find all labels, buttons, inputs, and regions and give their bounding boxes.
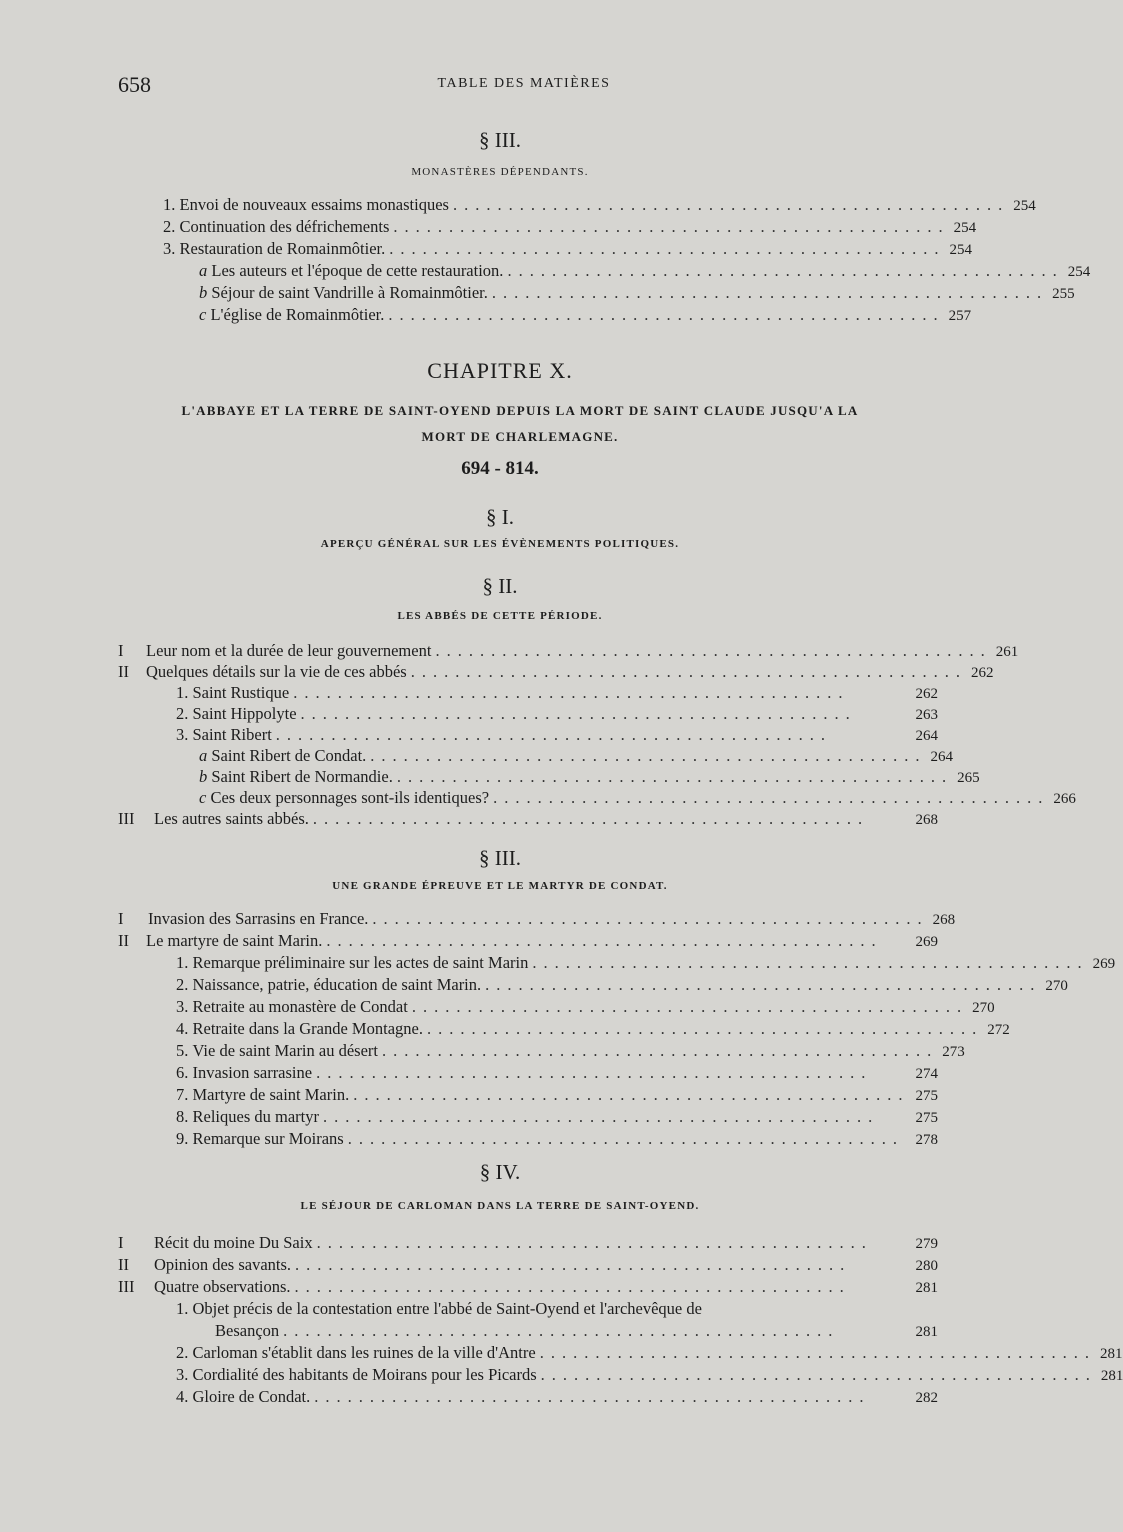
toc-entry bbox=[199, 766, 980, 788]
toc-number: III bbox=[118, 809, 135, 828]
section-mark: § III. bbox=[479, 128, 521, 152]
toc-label: Retraite dans la Grande Montagne. bbox=[192, 1019, 423, 1038]
toc-number: I bbox=[118, 909, 124, 928]
toc-page-number: 278 bbox=[915, 1132, 938, 1148]
toc-entry bbox=[163, 194, 1036, 216]
toc-label: Saint Ribert de Condat. bbox=[211, 746, 367, 765]
toc-letter: c bbox=[199, 305, 207, 324]
toc-label: Saint Ribert bbox=[192, 725, 272, 744]
toc-label: Envoi de nouveaux essaims monastiques bbox=[179, 195, 449, 214]
toc-entry bbox=[176, 1040, 965, 1062]
toc-label: L'église de Romainmôtier. bbox=[210, 305, 385, 324]
toc-label: Saint Rustique bbox=[192, 683, 290, 702]
leader-dots: .................................................. bbox=[283, 1321, 840, 1340]
leader-dots: .................................................. bbox=[316, 1233, 873, 1252]
toc-entry bbox=[118, 808, 938, 830]
toc-page-number: 274 bbox=[915, 1066, 938, 1082]
toc-entry bbox=[176, 724, 938, 746]
toc-entry bbox=[118, 908, 956, 930]
section-title: LES ABBÉS DE CETTE PÉRIODE. bbox=[397, 610, 603, 622]
leader-dots: .................................................. bbox=[539, 1343, 1096, 1362]
leader-dots: .................................................. bbox=[426, 1019, 984, 1038]
toc-page-number: 275 bbox=[915, 1110, 938, 1126]
toc-entry bbox=[118, 640, 1019, 662]
toc-page-number: 262 bbox=[915, 686, 938, 702]
toc-entry bbox=[176, 952, 1116, 974]
toc-number: 1. bbox=[176, 683, 189, 702]
toc-entry bbox=[118, 1254, 938, 1276]
leader-dots: .................................................. bbox=[435, 641, 992, 660]
section-title: UNE GRANDE ÉPREUVE ET LE MARTYR DE CONDAT. bbox=[332, 880, 668, 892]
leader-dots: .................................................. bbox=[493, 788, 1050, 807]
toc-entry bbox=[176, 1106, 938, 1128]
leader-dots: .................................................. bbox=[326, 931, 883, 950]
toc-entry bbox=[176, 1084, 938, 1106]
toc-label: Opinion des savants. bbox=[154, 1255, 292, 1274]
toc-label: Retraite au monastère de Condat bbox=[192, 997, 408, 1016]
running-title: TABLE DES MATIÈRES bbox=[437, 76, 611, 91]
leader-dots: .................................................. bbox=[295, 1255, 852, 1274]
toc-page-number: 254 bbox=[1013, 198, 1036, 214]
toc-page-number: 254 bbox=[953, 220, 977, 236]
toc-label: Quatre observations. bbox=[154, 1277, 291, 1296]
chapter-subtitle bbox=[120, 398, 920, 450]
leader-dots: .................................................. bbox=[275, 725, 833, 744]
toc-number: 4. bbox=[176, 1019, 189, 1038]
leader-dots: .................................................. bbox=[322, 1107, 880, 1126]
page-number: 658 bbox=[118, 72, 151, 97]
toc-entry bbox=[199, 304, 972, 326]
leader-dots: .................................................. bbox=[316, 1063, 873, 1082]
toc-number: 2. bbox=[176, 1343, 189, 1362]
toc-number: I bbox=[118, 641, 124, 660]
section-title: MONASTÈRES DÉPENDANTS. bbox=[411, 166, 589, 178]
toc-page-number: 268 bbox=[915, 812, 938, 828]
toc-label: Invasion des Sarrasins en France. bbox=[148, 909, 369, 928]
toc-letter: b bbox=[199, 767, 208, 786]
toc-page-number: 281 bbox=[915, 1324, 938, 1340]
chapter-dates: 694 - 814. bbox=[461, 458, 539, 479]
toc-entry bbox=[176, 996, 995, 1018]
toc-label: Objet précis de la contestation entre l'abbé de Saint-Oyend et l'archevêque de bbox=[192, 1299, 702, 1318]
toc-label: Les auteurs et l'époque de cette restauration. bbox=[211, 261, 504, 280]
toc-letter: a bbox=[199, 261, 208, 280]
toc-page-number: 269 bbox=[915, 934, 938, 950]
toc-entry bbox=[118, 661, 994, 683]
toc-letter: c bbox=[199, 788, 207, 807]
toc-page-number: 281 bbox=[1099, 1346, 1123, 1362]
toc-entry bbox=[176, 1298, 938, 1320]
toc-entry bbox=[176, 1018, 1010, 1040]
toc-page-number: 266 bbox=[1053, 791, 1076, 807]
toc-label: Besançon bbox=[215, 1321, 280, 1340]
toc-letter: b bbox=[199, 283, 208, 302]
toc-entry bbox=[118, 930, 938, 952]
chapter-title: CHAPITRE X. bbox=[427, 358, 573, 383]
toc-number: 5. bbox=[176, 1041, 189, 1060]
toc-label: Naissance, patrie, éducation de saint Marin. bbox=[192, 975, 482, 994]
toc-page-number: 282 bbox=[915, 1390, 938, 1406]
chapter-subtitle-line: L'ABBAYE ET LA TERRE DE SAINT-OYEND DEPUIS LA MORT DE SAINT CLAUDE JUSQU'A LA bbox=[181, 403, 859, 418]
toc-page-number: 275 bbox=[915, 1088, 938, 1104]
toc-entry bbox=[118, 1276, 938, 1298]
toc-label: Remarque sur Moirans bbox=[192, 1129, 344, 1148]
leader-dots: .................................................. bbox=[485, 975, 1042, 994]
toc-number: 7. bbox=[176, 1085, 189, 1104]
toc-number: 1. bbox=[176, 1299, 189, 1318]
toc-entry bbox=[163, 238, 973, 260]
toc-page-number: 270 bbox=[972, 1000, 995, 1016]
toc-number: 1. bbox=[176, 953, 189, 972]
leader-dots: .................................................. bbox=[388, 305, 945, 324]
toc-label: Carloman s'établit dans les ruines de la ville d'Antre bbox=[192, 1343, 536, 1362]
running-head bbox=[118, 72, 930, 100]
toc-number: 2. bbox=[176, 704, 189, 723]
toc-page-number: 262 bbox=[970, 665, 994, 681]
toc-page-number: 272 bbox=[987, 1022, 1010, 1038]
toc-page-number: 281 bbox=[1100, 1368, 1123, 1384]
leader-dots: .................................................. bbox=[370, 746, 927, 765]
toc-label: Restauration de Romainmôtier. bbox=[179, 239, 386, 258]
toc-page-number: 263 bbox=[915, 707, 938, 723]
toc-number: 3. bbox=[163, 239, 176, 258]
toc-label: Cordialité des habitants de Moirans pour les Picards bbox=[192, 1365, 537, 1384]
toc-number: 8. bbox=[176, 1107, 189, 1126]
toc-label: Quelques détails sur la vie de ces abbés bbox=[146, 662, 407, 681]
leader-dots: .................................................. bbox=[491, 283, 1049, 302]
toc-entry bbox=[176, 1128, 938, 1150]
toc-entry bbox=[176, 974, 1068, 996]
toc-number: 4. bbox=[176, 1387, 189, 1406]
toc-entry bbox=[163, 216, 977, 238]
leader-dots: .................................................. bbox=[393, 217, 950, 236]
toc-number: 2. bbox=[176, 975, 189, 994]
section-mark: § IV. bbox=[479, 1160, 521, 1184]
toc-page-number: 254 bbox=[1067, 264, 1091, 280]
leader-dots: .................................................. bbox=[312, 809, 870, 828]
toc-entry bbox=[176, 1364, 1123, 1386]
leader-dots: .................................................. bbox=[411, 997, 969, 1016]
toc-page-number: 264 bbox=[915, 728, 938, 744]
toc-page-number: 261 bbox=[995, 644, 1019, 660]
toc-page-number: 254 bbox=[949, 242, 973, 258]
toc-entry bbox=[199, 745, 954, 767]
toc-entry bbox=[199, 282, 1075, 304]
toc-label: Récit du moine Du Saix bbox=[154, 1233, 313, 1252]
toc-page-number: 255 bbox=[1052, 286, 1075, 302]
section-mark: § I. bbox=[486, 505, 514, 529]
toc-entry bbox=[199, 787, 1076, 809]
toc-page-number: 281 bbox=[915, 1280, 938, 1296]
toc-entry bbox=[199, 260, 1091, 282]
toc-page-number: 279 bbox=[915, 1236, 938, 1252]
toc-entry bbox=[176, 703, 938, 725]
toc-label: Invasion sarrasine bbox=[192, 1063, 313, 1082]
toc-entry bbox=[118, 1232, 938, 1254]
toc-page-number: 273 bbox=[942, 1044, 965, 1060]
toc-number: 3. bbox=[176, 997, 189, 1016]
toc-page-number: 268 bbox=[932, 912, 956, 928]
leader-dots: .................................................. bbox=[294, 1277, 851, 1296]
toc-number: II bbox=[118, 662, 129, 681]
section-mark: § III. bbox=[479, 846, 521, 870]
toc-number: III bbox=[118, 1277, 135, 1296]
toc-number: I bbox=[118, 1233, 124, 1252]
toc-entry bbox=[176, 682, 938, 704]
leader-dots: .................................................. bbox=[353, 1085, 910, 1104]
toc-page-number: 265 bbox=[957, 770, 980, 786]
leader-dots: .................................................. bbox=[532, 953, 1089, 972]
toc-label: Vie de saint Marin au désert bbox=[192, 1041, 378, 1060]
section-title: APERÇU GÉNÉRAL SUR LES ÉVÈNEMENTS POLITIQUES. bbox=[320, 538, 680, 550]
toc-number: 1. bbox=[163, 195, 176, 214]
toc-label: Martyre de saint Marin. bbox=[192, 1085, 350, 1104]
toc-entry bbox=[176, 1386, 938, 1408]
leader-dots: .................................................. bbox=[507, 261, 1064, 280]
section-title: LE SÉJOUR DE CARLOMAN DANS LA TERRE DE SAINT-OYEND. bbox=[300, 1200, 700, 1212]
leader-dots: .................................................. bbox=[389, 239, 946, 258]
toc-number: II bbox=[118, 931, 129, 950]
toc-number: 6. bbox=[176, 1063, 189, 1082]
toc-page-number: 280 bbox=[915, 1258, 938, 1274]
toc-entry bbox=[176, 1062, 938, 1084]
toc-label: Reliques du martyr bbox=[192, 1107, 319, 1126]
leader-dots: .................................................. bbox=[372, 909, 929, 928]
toc-label: Leur nom et la durée de leur gouvernement bbox=[146, 641, 432, 660]
toc-label: Continuation des défrichements bbox=[179, 217, 390, 236]
leader-dots: .................................................. bbox=[396, 767, 954, 786]
toc-label: Saint Hippolyte bbox=[192, 704, 297, 723]
chapter-subtitle-line: MORT DE CHARLEMAGNE. bbox=[421, 429, 619, 444]
toc-number: II bbox=[118, 1255, 129, 1274]
toc-label: Gloire de Condat. bbox=[192, 1387, 311, 1406]
leader-dots: .................................................. bbox=[293, 683, 850, 702]
leader-dots: .................................................. bbox=[347, 1129, 904, 1148]
toc-entry-continuation bbox=[215, 1320, 938, 1342]
toc-page-number: 269 bbox=[1092, 956, 1116, 972]
toc-page-number: 257 bbox=[948, 308, 972, 324]
toc-label: Les autres saints abbés. bbox=[154, 809, 309, 828]
leader-dots: .................................................. bbox=[300, 704, 857, 723]
toc-label: Ces deux personnages sont-ils identiques? bbox=[210, 788, 490, 807]
toc-page-number: 270 bbox=[1045, 978, 1068, 994]
section-mark: § II. bbox=[482, 574, 518, 598]
leader-dots: .................................................. bbox=[540, 1365, 1097, 1384]
toc-number: 9. bbox=[176, 1129, 189, 1148]
leader-dots: .................................................. bbox=[382, 1041, 939, 1060]
toc-page-number: 264 bbox=[930, 749, 954, 765]
toc-number: 3. bbox=[176, 1365, 189, 1384]
toc-label: Remarque préliminaire sur les actes de saint Marin bbox=[192, 953, 529, 972]
toc-number: 3. bbox=[176, 725, 189, 744]
toc-label: Saint Ribert de Normandie. bbox=[211, 767, 393, 786]
toc-label: Séjour de saint Vandrille à Romainmôtier. bbox=[211, 283, 488, 302]
toc-letter: a bbox=[199, 746, 208, 765]
toc-entry bbox=[176, 1342, 1123, 1364]
toc-number: 2. bbox=[163, 217, 176, 236]
leader-dots: .................................................. bbox=[314, 1387, 871, 1406]
leader-dots: .................................................. bbox=[452, 195, 1010, 214]
leader-dots: .................................................. bbox=[410, 662, 967, 681]
toc-label: Le martyre de saint Marin. bbox=[146, 931, 323, 950]
